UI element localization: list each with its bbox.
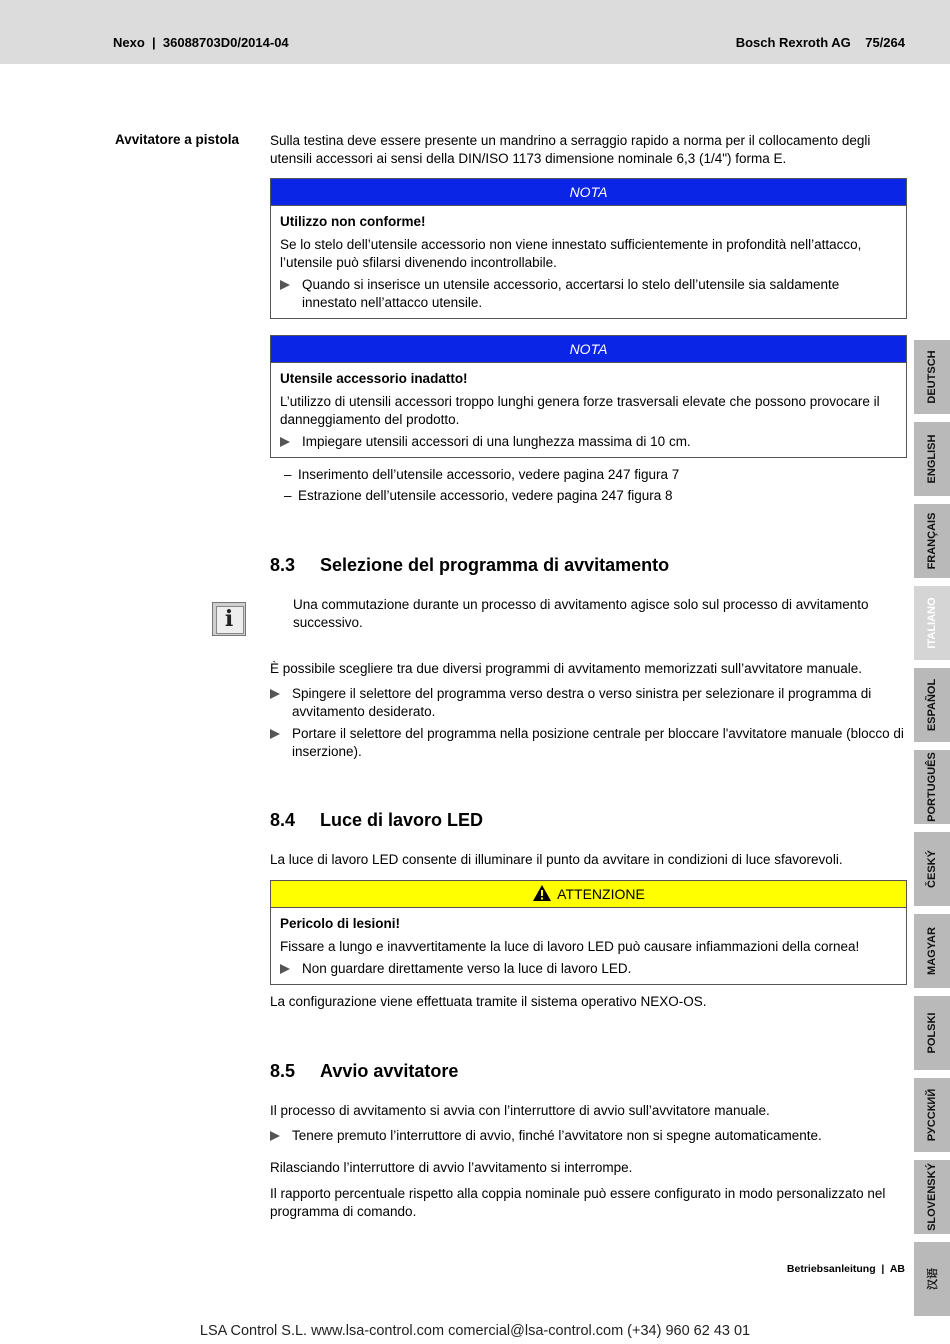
header-page-number: Bosch Rexroth AG 75/264 <box>735 35 905 50</box>
tab-francais[interactable]: FRANÇAIS <box>914 504 950 578</box>
note-label: NOTA <box>271 336 906 363</box>
bullet-arrow-icon <box>270 689 280 699</box>
tab-cesky[interactable]: ČESKÝ <box>914 832 950 906</box>
section-heading-8-3: 8.3 Selezione del programma di avvitamento <box>270 555 670 575</box>
section-bullets <box>270 1127 906 1145</box>
note-label: NOTA <box>271 179 906 206</box>
note-bullet-text: Quando si inserisce un utensile accessorio, accertarsi lo stelo dell’utensile sia saldamente innestato nell’attacco utensile. <box>302 277 840 310</box>
side-label: Avvitatore a pistola <box>115 132 240 147</box>
tab-english[interactable]: ENGLISH <box>914 422 950 496</box>
list-item: Spingere il selettore del programma verso destra o verso sinistra per selezionare il programma di avvitamento desiderato. <box>270 685 906 721</box>
dash-list <box>284 466 904 508</box>
bullet-arrow-icon <box>280 280 290 290</box>
section-paragraph: È possibile scegliere tra due diversi programmi di avvitamento memorizzati sull’avvitatore manuale. <box>270 661 862 676</box>
note-box-1 <box>270 178 907 319</box>
footer-contact: LSA Control S.L. www.lsa-control.com comercial@lsa-control.com (+34) 960 62 43 01 <box>199 1323 751 1339</box>
footer-doc-type: Betriebsanleitung | AB <box>786 1263 905 1275</box>
note-title: Utilizzo non conforme! <box>280 214 426 229</box>
warning-bullet: Non guardare direttamente verso la luce di lavoro LED. <box>280 960 897 978</box>
section-heading-8-4: 8.4 Luce di lavoro LED <box>270 810 484 830</box>
section-paragraph: Il rapporto percentuale rispetto alla coppia nominale può essere configurato in modo personalizzato nel programma di comando. <box>270 1186 886 1219</box>
list-item: Tenere premuto l’interruttore di avvio, finché l’avvitatore non si spegne automaticamente. <box>270 1127 906 1145</box>
warning-box <box>270 880 907 985</box>
tab-italiano[interactable]: ITALIANO <box>914 586 950 660</box>
page-header-bar <box>0 0 950 64</box>
bullet-arrow-icon <box>270 1131 280 1141</box>
note-bullet <box>280 276 897 312</box>
warning-label: ATTENZIONE <box>271 881 906 908</box>
tab-deutsch[interactable]: DEUTSCH <box>914 340 950 414</box>
note-bullet-text: Impiegare utensili accessori di una lunghezza massima di 10 cm. <box>302 434 691 449</box>
info-icon: i <box>212 602 246 636</box>
section-paragraph: Il processo di avvitamento si avvia con l’interruttore di avvio sull’avvitatore manuale. <box>270 1103 770 1118</box>
list-item: Portare il selettore del programma nella posizione centrale per bloccare l'avvitatore manuale (blocco di inserzione). <box>270 725 906 761</box>
bullet-arrow-icon <box>270 729 280 739</box>
tab-slovensky[interactable]: SLOVENSKÝ <box>914 1160 950 1234</box>
warning-title: Pericolo di lesioni! <box>280 916 401 931</box>
section-bullets <box>270 685 906 761</box>
note-box-2 <box>270 335 907 458</box>
tab-espanol[interactable]: ESPAÑOL <box>914 668 950 742</box>
section-paragraph: La luce di lavoro LED consente di illuminare il punto da avvitare in condizioni di luce sfavorevoli. <box>270 852 843 867</box>
list-item: – Inserimento dell’utensile accessorio, vedere pagina 247 figura 7 <box>284 467 680 482</box>
section-paragraph: Rilasciando l’interruttore di avvio l’avvitamento si interrompe. <box>270 1160 633 1175</box>
tab-polski[interactable]: POLSKI <box>914 996 950 1070</box>
tab-chinese[interactable]: 汉语 <box>914 1242 950 1316</box>
warning-text: Fissare a lungo e inavvertitamente la luce di lavoro LED può causare infiammazioni della cornea! <box>280 939 860 954</box>
bullet-arrow-icon <box>280 437 290 447</box>
note-title: Utensile accessorio inadatto! <box>280 371 468 386</box>
list-item: – Estrazione dell’utensile accessorio, vedere pagina 247 figura 8 <box>284 488 673 503</box>
note-text: L’utilizzo di utensili accessori troppo lunghi genera forze trasversali elevate che possono provocare il danneggiamento del prodotto. <box>280 394 880 427</box>
warning-triangle-icon <box>532 884 552 902</box>
bullet-arrow-icon <box>280 964 290 974</box>
intro-paragraph: Sulla testina deve essere presente un mandrino a serraggio rapido a norma per il collocamento degli utensili accessori ai sensi della DIN/ISO 1173 dimensione nominale 6,3 (1/4") forma E. <box>270 133 871 166</box>
tab-russkiy[interactable]: РУССКИЙ <box>914 1078 950 1152</box>
note-bullet <box>280 433 897 451</box>
header-doc-id: Nexo | 36088703D0/2014-04 <box>113 35 289 50</box>
note-text: Se lo stelo dell’utensile accessorio non viene innestato sufficientemente in profondità nell’attacco, l’utensile può sfilarsi divenendo incontrollabile. <box>280 237 862 270</box>
info-text: Una commutazione durante un processo di avvitamento agisce solo sul processo di avvitamento successivo. <box>293 597 869 630</box>
tab-magyar[interactable]: MAGYAR <box>914 914 950 988</box>
section-heading-8-5: 8.5 Avvio avvitatore <box>270 1061 459 1081</box>
section-paragraph: La configurazione viene effettuata tramite il sistema operativo NEXO-OS. <box>270 994 707 1009</box>
tab-portugues[interactable]: PORTUGUÊS <box>914 750 950 824</box>
